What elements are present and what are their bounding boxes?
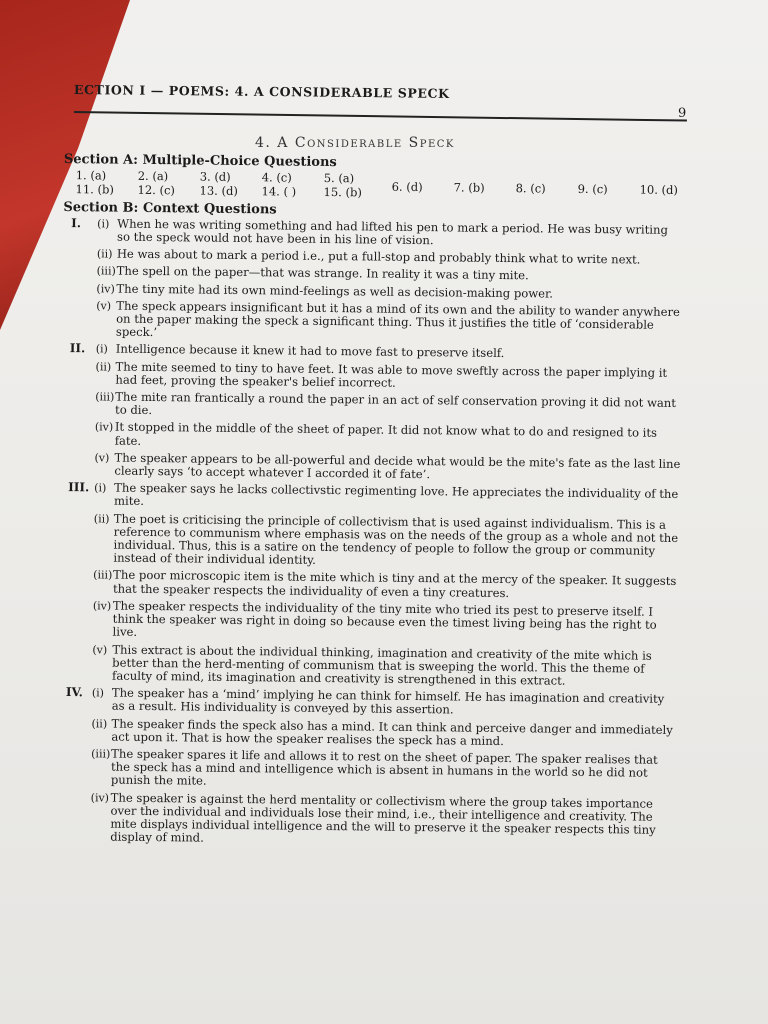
answer-item	[57, 747, 677, 794]
item-label: (ii)	[96, 247, 113, 261]
answer-item	[62, 299, 682, 346]
mcq-answers	[75, 169, 683, 204]
section-a-heading: Section A: Multiple-Choice Questions	[63, 152, 337, 171]
mcq-left-block	[75, 169, 385, 201]
answer-item	[60, 451, 680, 484]
item-text: The speaker has a ‘mind’ implying he can think for himself. He has imagination and creativity as a result. His individuality is conveyed by this assertion.	[111, 685, 665, 717]
item-text: The speck appears insignificant but it has a mind of its own and the ability to wander anywhere on the paper making the speck a significant thing. Thus it justifies the title of ‘considerable speck.’	[115, 298, 681, 340]
answer-item	[58, 642, 678, 689]
item-label: (iii)	[93, 568, 113, 583]
answer-item	[59, 568, 679, 601]
item-text: The speaker appears to be all-powerful and decide what would be the mite's fate as the last line clearly says ‘to accept whatever I accorded it of fate’.	[114, 450, 681, 482]
answer-item	[58, 686, 678, 719]
answer-item	[61, 390, 681, 423]
item-label: (ii)	[93, 512, 110, 526]
mcq-answer: 2. (a)	[137, 169, 169, 184]
mcq-answer: 7. (b)	[453, 180, 485, 195]
answer-item	[57, 716, 677, 749]
item-text: The mite ran frantically a round the paper in an act of self conservation proving it did not want to die.	[115, 389, 677, 418]
group-number: I.	[71, 215, 82, 231]
item-text: The speaker says he lacks collectivstic regimenting love. He appreciates the individuality of the mite.	[113, 480, 679, 509]
answer-item	[60, 481, 680, 514]
item-text: The speaker respects the individuality of the tiny mite who tried its pest to preserve itself. I think the speaker was right in doing so because even the timest living being has the right to live.	[112, 598, 657, 640]
item-text: The speaker is against the herd mentality or collectivism where the group takes importance over the individual and individuals lose their mind, i.e., their intelligence and creativity. The mite displays individual intelligence and the will to preserve it the speaker respects this tiny display of mind.	[110, 790, 656, 845]
item-label: (iv)	[92, 599, 112, 613]
mcq-right-block	[391, 173, 701, 205]
item-label: (iv)	[96, 282, 115, 296]
item-text: The speaker finds the speck also has a mind. It can think and perceive danger and immediately act upon it. That is how the speaker realises the speck has a mind.	[111, 716, 673, 748]
item-label: (i)	[94, 481, 107, 495]
mcq-answer: 15. (b)	[323, 185, 362, 200]
item-text: Intelligence because it knew it had to move fast to preserve itself.	[115, 342, 505, 361]
item-label: (ii)	[95, 360, 112, 374]
mcq-answer: 13. (d)	[199, 183, 238, 199]
mcq-answer: 11. (b)	[75, 182, 114, 197]
item-label: (i)	[91, 686, 105, 700]
answer-item	[63, 217, 683, 250]
item-text: The poor microscopic item is the mite which is tiny and at the mercy of the speaker. It suggests that the speaker respects the individuality of even a tiny creatures.	[112, 568, 677, 600]
item-label: (i)	[97, 217, 110, 231]
header-rule	[74, 111, 687, 121]
answer-item	[61, 360, 681, 393]
answer-item	[56, 790, 677, 850]
answer-content	[56, 153, 684, 854]
question-group-1	[62, 217, 683, 346]
item-text: The spell on the paper—that was strange. In reality it was a tiny mite.	[116, 264, 529, 283]
answer-item	[59, 512, 680, 572]
item-text: The speaker spares it life and allows it to rest on the sheet of paper. The spaker realises that the speck has a mind and intelligence which is absent in humans in the world so he did not punish the mite.	[110, 746, 658, 788]
item-label: (i)	[95, 342, 108, 356]
item-label: (iii)	[95, 390, 115, 404]
mcq-answer: 5. (a)	[323, 171, 355, 186]
mcq-answer: 3. (d)	[199, 169, 231, 185]
mcq-answer: 6. (d)	[391, 179, 423, 194]
running-header: ECTION I — POEMS: 4. A CONSIDERABLE SPECK	[73, 82, 450, 101]
item-text: The mite seemed to tiny to have feet. It was able to move sweftly across the paper implying it had feet, proving the speaker's belief incorrect.	[115, 359, 668, 390]
item-label: (ii)	[91, 716, 108, 731]
item-label: (v)	[96, 299, 112, 313]
item-text: He was about to mark a period i.e., put a full-stop and probably think what to write next.	[116, 246, 641, 267]
item-text: The poet is criticising the principle of collectivism that is used against individualism. This is a reference to communism where emphasis was on the needs of the group as a whole and not the individual. Thus, this is a satire on the tendency of people to follow the group or community instead of their individual identity.	[113, 511, 679, 568]
answer-item	[58, 599, 678, 646]
section-b-heading: Section B: Context Questions	[63, 199, 277, 218]
page-number: 9	[678, 106, 687, 121]
item-label: (v)	[94, 451, 110, 465]
item-label: (iv)	[90, 790, 110, 805]
mcq-answer: 12. (c)	[137, 183, 176, 198]
mcq-answer: 8. (c)	[515, 180, 546, 196]
item-text: This extract is about the individual thinking, imagination and creativity of the mite which is better than the herd-menting of communism that is sweeping the world. This the theme of faculty of mind, its imagination and creativity is strengthened in this extract.	[111, 642, 652, 688]
mcq-answer: 1. (a)	[75, 168, 107, 183]
question-group-2	[60, 342, 681, 484]
item-label: (iv)	[94, 420, 114, 435]
question-group-4	[56, 686, 678, 850]
mcq-answer: 4. (c)	[261, 170, 292, 185]
mcq-answer: 9. (c)	[577, 181, 608, 196]
mcq-answer: 14. ( )	[261, 184, 297, 200]
item-label: (iii)	[96, 264, 116, 279]
item-text: When he was writing something and had lifted his pen to mark a period. He was busy writing so the speck would not have been in his line of vision.	[116, 216, 669, 248]
item-text: It stopped in the middle of the sheet of paper. It did not know what to do and resigned to its fate.	[114, 420, 658, 448]
question-group-3	[58, 481, 680, 689]
group-number: III.	[68, 480, 90, 495]
mcq-answer: 10. (d)	[639, 182, 678, 197]
item-label: (iii)	[91, 747, 111, 761]
mcq-row-2	[76, 184, 386, 201]
answer-item	[61, 420, 681, 453]
item-text: The tiny mite had its own mind-feelings as well as decision-making power.	[116, 281, 554, 301]
group-number: II.	[69, 341, 86, 356]
item-label: (v)	[92, 642, 108, 657]
chapter-title: 4. A Considerable Speck	[255, 135, 455, 151]
group-number: IV.	[65, 685, 83, 700]
